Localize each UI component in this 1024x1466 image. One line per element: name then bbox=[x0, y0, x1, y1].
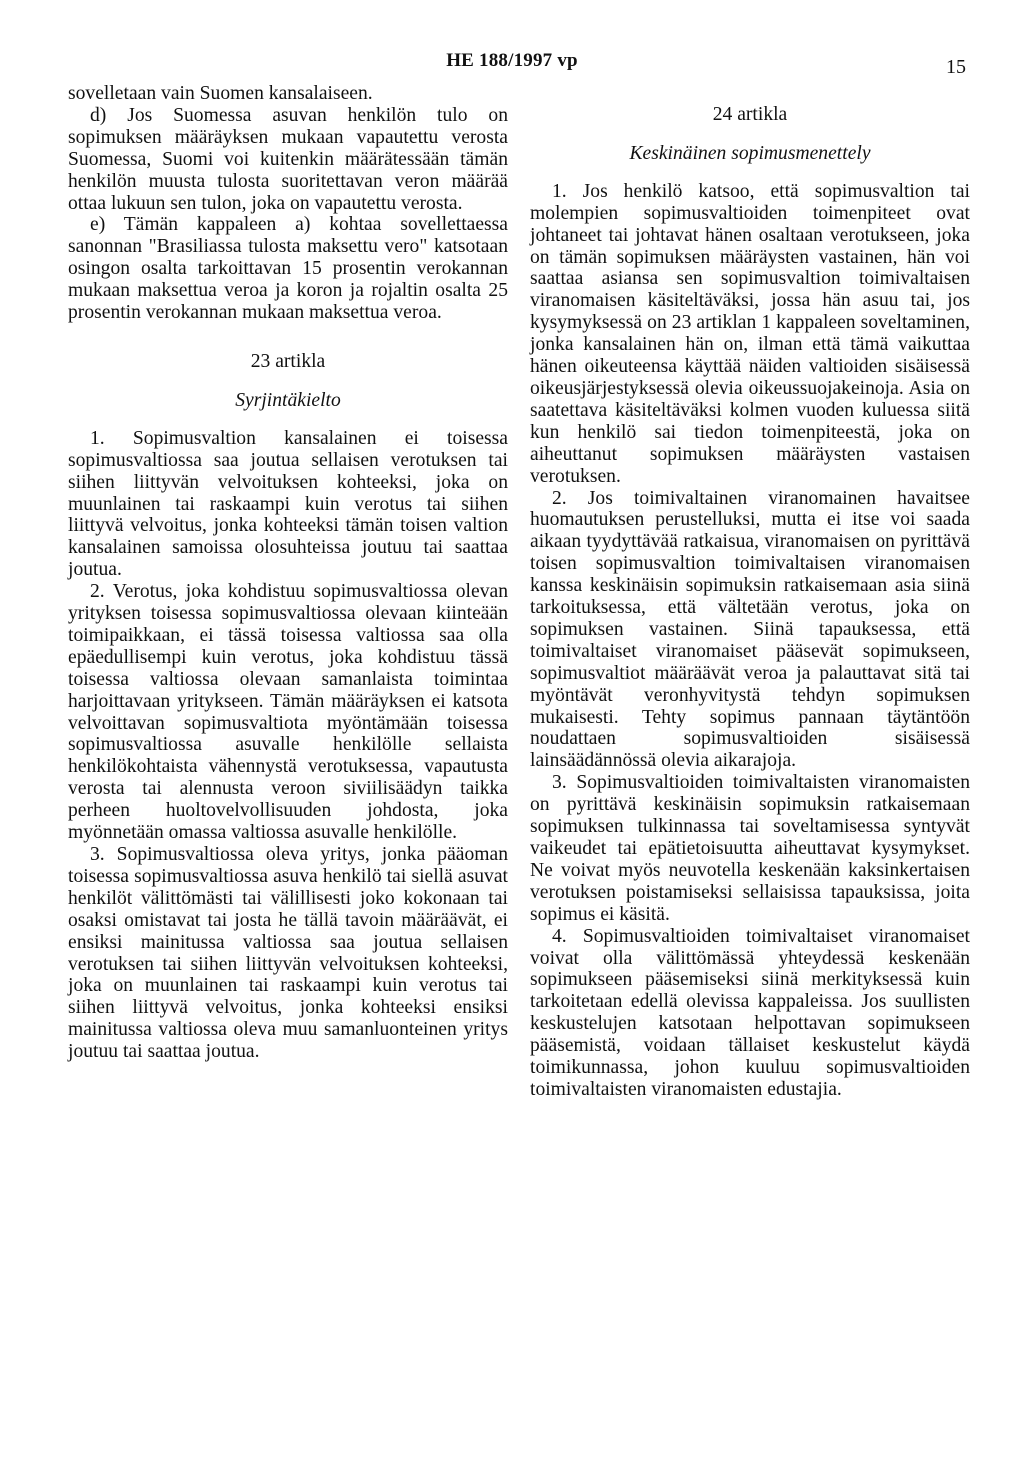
article-24-paragraph-4: 4. Sopimusvaltioiden toimivaltaiset viranomaiset voivat olla välittömässä yhteydessä keskenään sopimukseen pääsemiseksi siinä merkityksessä kuin tarkoitetaan edellä olevissa kappaleissa. Jos suullisten keskustelujen katsotaan helpottavan sopimukseen pääsemistä, voidaan tällaiset keskustelut käydä toimikunnassa, johon kuuluu sopimusvaltioiden toimivaltaisten viranomaisten edustajia. bbox=[530, 925, 970, 1100]
left-column bbox=[68, 83, 508, 1063]
paragraph-d: d) Jos Suomessa asuvan henkilön tulo on sopimuksen määräyksen mukaan vapautettu verosta Suomessa, Suomi voi kuitenkin määrätessään tämän henkilön muusta tulosta suoritettavan veron määrää ottaa lukuun sen tulon, joka on vapautettu verosta. bbox=[68, 104, 508, 214]
page-number: 15 bbox=[946, 56, 966, 78]
article-24-number: 24 artikla bbox=[712, 104, 788, 125]
article-23-number: 23 artikla bbox=[250, 350, 326, 372]
article-24-paragraph-2: 2. Jos toimivaltainen viranomainen havaitsee huomautuksen perustelluksi, mutta ei itse voi saada aikaan tyydyttävää ratkaisua, viranomaisen on pyrittävä toisen sopimusvaltion toimivaltaisen viranomaisen kanssa keskinäisin sopimuksin ratkaisemaan asia siinä tarkoituksessa, että vältetään verotus, joka on sopimuksen vastainen. Siinä tapauksessa, että toimivaltaiset viranomaiset pääsevät sopimukseen, sopimusvaltiot määräävät veroa ja palauttavat sitä tai myöntävät veronhyvitystä tehdyn sopimuksen mukaisesti. Tehty sopimus pannaan täytäntöön noudattaen sopimusvaltioiden sisäisessä lainsäädännössä olevia aikarajoja. bbox=[530, 487, 970, 772]
article-23-title: Syrjintäkielto bbox=[235, 389, 341, 411]
article-23-paragraph-1: 1. Sopimusvaltion kansalainen ei toisessa sopimusvaltiossa saa joutua sellaisen verotuksen tai siihen liittyvän velvoituksen kohteeksi, joka on muunlainen tai raskaampi kuin verotus tai siihen liittyvä velvoitus, jonka kohteeksi tämän toisen valtion kansalainen samoissa olosuhteissa joutuu tai saattaa joutua. bbox=[68, 427, 508, 581]
paragraph-continuation: sovelletaan vain Suomen kansalaiseen. bbox=[68, 83, 373, 104]
article-24-paragraph-3: 3. Sopimusvaltioiden toimivaltaisten viranomaisten on pyrittävä keskinäisin sopimuksin ratkaisemaan sopimuksen tulkinnassa tai soveltamisessa syntyvät vaikeudet tai epätietoisuutta aiheuttavat kysymykset. Ne voivat myös neuvotella keskenään kaksinkertaisen verotuksen poistamiseksi sellaisissa tapauksissa, joita sopimus ei käsitä. bbox=[530, 772, 970, 925]
document-reference: HE 188/1997 vp bbox=[446, 50, 578, 71]
paragraph-e: e) Tämän kappaleen a) kohtaa sovellettaessa sanonnan "Brasiliassa tulosta maksettu vero" katsotaan osingon osalta tarkoittavan 15 prosentin verokannan mukaan maksettua veroa ja koron ja rojaltin osalta 25 prosentin verokannan mukaan maksettua veroa. bbox=[68, 214, 508, 324]
article-23-paragraph-3: 3. Sopimusvaltiossa oleva yritys, jonka pääoman toisessa sopimusvaltiossa asuva henkilö tai siellä asuvat henkilöt välittömästi tai välillisesti joko kokonaan tai osaksi omistavat tai josta he tällä tavoin määräävät, ei ensiksi mainitussa valtiossa saa joutua sellaisen verotuksen tai siihen liittyvän velvoituksen kohteeksi, joka on muunlainen tai raskaampi kuin verotus tai siihen liittyvä velvoitus, jonka kohteeksi ensiksi mainitussa valtiossa oleva muu samanluonteinen yritys joutuu tai saattaa joutua. bbox=[68, 844, 508, 1063]
article-24-title: Keskinäinen sopimusmenettely bbox=[629, 142, 871, 164]
article-23-paragraph-2: 2. Verotus, joka kohdistuu sopimusvaltiossa olevan yrityksen toisessa sopimusvaltiossa olevaan kiinteään toimipaikkaan, ei tässä toisessa valtiossa saa olla epäedullisempi kuin verotus, joka kohdistuu tässä toisessa valtiossa olevaan samanlaista toimintaa harjoittavaan yritykseen. Tämän määräyksen ei katsota velvoittavan sopimusvaltiota myöntämään toisessa sopimusvaltiossa asuvalle henkilölle sellaista henkilökohtaista vähennystä verotuksessa, vapautusta verosta tai alennusta veroon siviilisäädyn taikka perheen huoltovelvollisuuden johdosta, joka myönnetään omassa valtiossa asuvalle henkilölle. bbox=[68, 581, 508, 844]
right-column bbox=[530, 83, 970, 1101]
article-24-paragraph-1: 1. Jos henkilö katsoo, että sopimusvaltion tai molempien sopimusvaltioiden toimenpiteet ovat johtaneet tai johtavat hänen osaltaan verotukseen, joka on tämän sopimuksen määräysten vastainen, hän voi saattaa asiansa sen sopimusvaltion toimivaltaisen viranomaisen käsiteltäväksi, jossa hän asuu tai, jos kysymyksessä on 23 artiklan 1 kappaleen soveltaminen, jonka kansalainen hän on, ilman että tämä vaikuttaa hänen oikeuteensa käyttää näiden valtioiden sisäisessä oikeusjärjestyksessä olevia oikeussuojakeinoja. Asia on saatettava käsiteltäväksi kolmen vuoden kuluessa siitä kun henkilö sai tiedon toimenpiteestä, joka on aiheuttanut sopimuksen määräysten vastaisen verotuksen. bbox=[530, 180, 970, 487]
